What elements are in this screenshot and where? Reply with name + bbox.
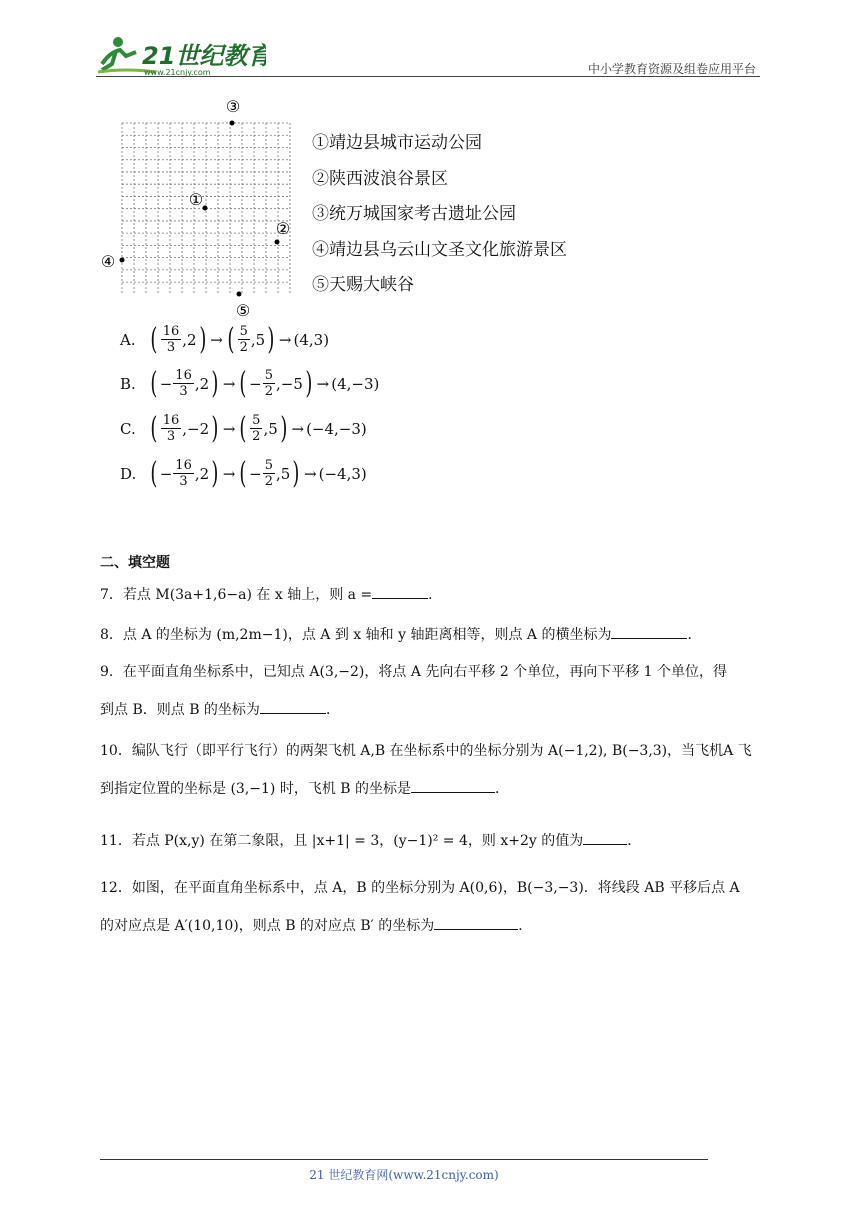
point-expr-2: ( $\frac{5}{2}$ ,5 ) — [239, 410, 288, 446]
arrow-icon: → — [278, 330, 292, 349]
point-expr-1: ( $\frac{16}{3}$ ,2 ) — [150, 321, 206, 357]
question-8: 8．点 A 的坐标为 (m,2m−1)，点 A 到 x 轴和 y 轴距离相等，则点 A 的横坐标为 ． — [100, 624, 764, 645]
legend-item: ③统万城国家考古遗址公园 — [312, 204, 516, 224]
option-label: C. — [120, 419, 136, 438]
choice-option — [120, 455, 367, 491]
logo-url: www.21cnjy.com — [144, 68, 211, 77]
choice-option — [120, 321, 330, 357]
question-9: 9．在平面直角坐标系中，已知点 A(3,−2)，将点 A 先向右平移 2 个单位，再向下平移 1 个单位，得 到点 B．则点 B 的坐标为 ． — [100, 664, 728, 718]
question-10: 10．编队飞行（即平行飞行）的两架飞机 A,B 在坐标系中的坐标分别为 A(−1,2), B(−3,3)，当飞机A 飞 到指定位置的坐标是 (3,−1) 时，飞机 B 的坐标是 ． — [100, 743, 752, 797]
question-7: 7．若点 M(3a+1,6−a) 在 x 轴上，则 a = ． — [100, 584, 764, 605]
point-1 — [203, 206, 208, 211]
option-label: A. — [120, 330, 136, 349]
point-expr-1: ( − $\frac{16}{3}$ ,2 ) — [150, 365, 219, 401]
point-expr-3: (4,3) — [293, 330, 330, 349]
point-2 — [275, 240, 280, 245]
legend-item: ⑤天赐大峡谷 — [312, 275, 414, 295]
site-logo — [96, 34, 266, 78]
legend-item: ①靖边县城市运动公园 — [312, 133, 482, 153]
header-right-text: 中小学教育资源及组卷应用平台 — [587, 62, 756, 76]
option-label: D. — [120, 464, 137, 483]
point-4 — [120, 258, 125, 263]
question-11: 11．若点 P(x,y) 在第二象限，且 |x+1| = 3，(y−1)² = 4，则 x+2y 的值为 ． — [100, 830, 764, 851]
choice-option — [120, 365, 380, 401]
marker-2: ② — [275, 219, 291, 238]
point-3 — [230, 121, 235, 126]
point-expr-3: (4,−3) — [331, 374, 380, 393]
section-title: 二、填空题 — [100, 555, 170, 571]
arrow-icon: → — [304, 464, 317, 483]
arrow-icon: → — [210, 330, 223, 349]
question-12: 12．如图，在平面直角坐标系中，点 A，B 的坐标分别为 A(0,6)，B(−3,−3)．将线段 AB 平移后点 A 的对应点是 A′(10,10)，则点 B 的对应点 B′ 的坐标为 ． — [100, 880, 740, 934]
point-expr-2: ( − $\frac{5}{2}$ ,−5 ) — [239, 365, 313, 401]
arrow-icon: → — [316, 374, 330, 393]
footer-divider — [100, 1159, 708, 1160]
point-expr-2: ( $\frac{5}{2}$ ,5 ) — [227, 321, 275, 357]
figure-legend — [312, 126, 567, 304]
point-expr-3: (−4,3) — [318, 464, 367, 483]
map-grid-figure — [95, 92, 305, 324]
legend-item: ④靖边县乌云山文圣文化旅游景区 — [312, 239, 567, 260]
option-label: B. — [120, 374, 136, 393]
legend-item: ②陕西波浪谷景区 — [312, 168, 448, 189]
footer-text: 21 世纪教育网(www.21cnjy.com) — [309, 1168, 499, 1182]
point-expr-1: ( − $\frac{16}{3}$ ,2 ) — [150, 455, 219, 491]
marker-3: ③ — [225, 97, 241, 116]
logo-wordmark: 21世纪教育 — [142, 42, 266, 70]
point-5 — [237, 292, 242, 297]
marker-5: ⑤ — [235, 301, 251, 320]
header-divider — [96, 76, 760, 77]
marker-1: ① — [188, 190, 204, 209]
point-expr-3: (−4,−3) — [306, 419, 367, 438]
arrow-icon: → — [291, 419, 305, 438]
marker-4: ④ — [100, 252, 116, 271]
point-expr-2: ( − $\frac{5}{2}$ ,5 ) — [239, 455, 300, 491]
arrow-icon: → — [222, 374, 236, 393]
arrow-icon: → — [222, 419, 236, 438]
choice-option — [120, 410, 367, 446]
arrow-icon: → — [222, 464, 236, 483]
point-expr-1: ( $\frac{16}{3}$ ,−2 ) — [150, 410, 219, 446]
